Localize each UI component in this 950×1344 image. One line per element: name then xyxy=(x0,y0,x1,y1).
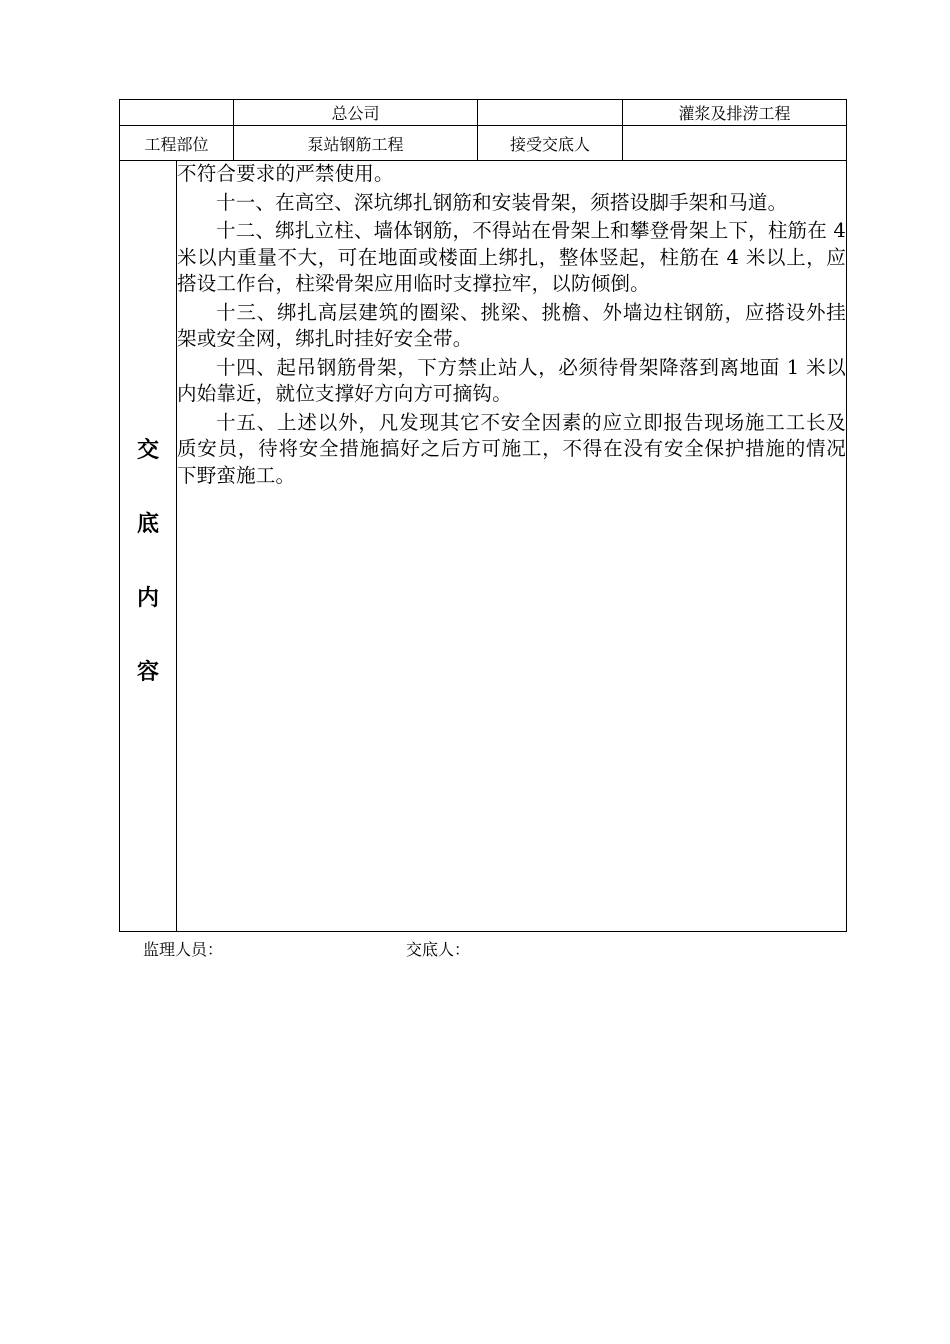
header-row-company xyxy=(120,100,847,126)
discloser-signature-label: 交底人： xyxy=(406,940,471,959)
header-cell-blank-1 xyxy=(120,100,234,126)
company-cell: 总公司 xyxy=(234,100,478,126)
label-char-1: 交 xyxy=(136,437,159,463)
content-row xyxy=(120,161,847,932)
label-char-2: 底 xyxy=(136,511,159,537)
project-part-value: 泵站钢筋工程 xyxy=(234,126,478,161)
recipient-value xyxy=(623,126,847,161)
label-char-4: 容 xyxy=(136,659,159,685)
content-paragraph: 十三、绑扎高层建筑的圈梁、挑梁、挑檐、外墙边柱钢筋，应搭设外挂架或安全网，绑扎时挂好安全带。 xyxy=(177,300,846,350)
recipient-label: 接受交底人 xyxy=(478,126,623,161)
supervisor-signature-label: 监理人员： xyxy=(143,940,224,959)
content-paragraph: 十五、上述以外，凡发现其它不安全因素的应立即报告现场施工工长及质安员，待将安全措施搞好之后方可施工，不得在没有安全保护措施的情况下野蛮施工。 xyxy=(177,410,846,487)
content-paragraph: 不符合要求的严禁使用。 xyxy=(177,162,394,185)
disclosure-content-label-cell xyxy=(120,161,177,932)
safety-disclosure-table xyxy=(119,99,847,932)
content-paragraph: 十一、在高空、深坑绑扎钢筋和安装骨架，须搭设脚手架和马道。 xyxy=(216,190,788,214)
project-part-label: 工程部位 xyxy=(120,126,234,161)
disclosure-content xyxy=(177,161,847,932)
project-name-cell: 灌浆及排涝工程 xyxy=(623,100,847,126)
header-row-part xyxy=(120,126,847,161)
label-char-3: 内 xyxy=(136,585,159,611)
disclosure-content-label xyxy=(120,161,176,932)
header-cell-blank-2 xyxy=(478,100,623,126)
content-paragraph: 十二、绑扎立柱、墙体钢筋，不得站在骨架上和攀登骨架上下，柱筋在 4 米以内重量不大，可在地面或楼面上绑扎，整体竖起，柱筋在 4 米以上，应搭设工作台，柱梁骨架应用临时支撑拉牢，以防倾倒。 xyxy=(177,219,846,295)
content-paragraph: 十四、起吊钢筋骨架，下方禁止站人，必须待骨架降落到离地面 1 米以内始靠近，就位支撑好方向方可摘钩。 xyxy=(177,355,846,405)
